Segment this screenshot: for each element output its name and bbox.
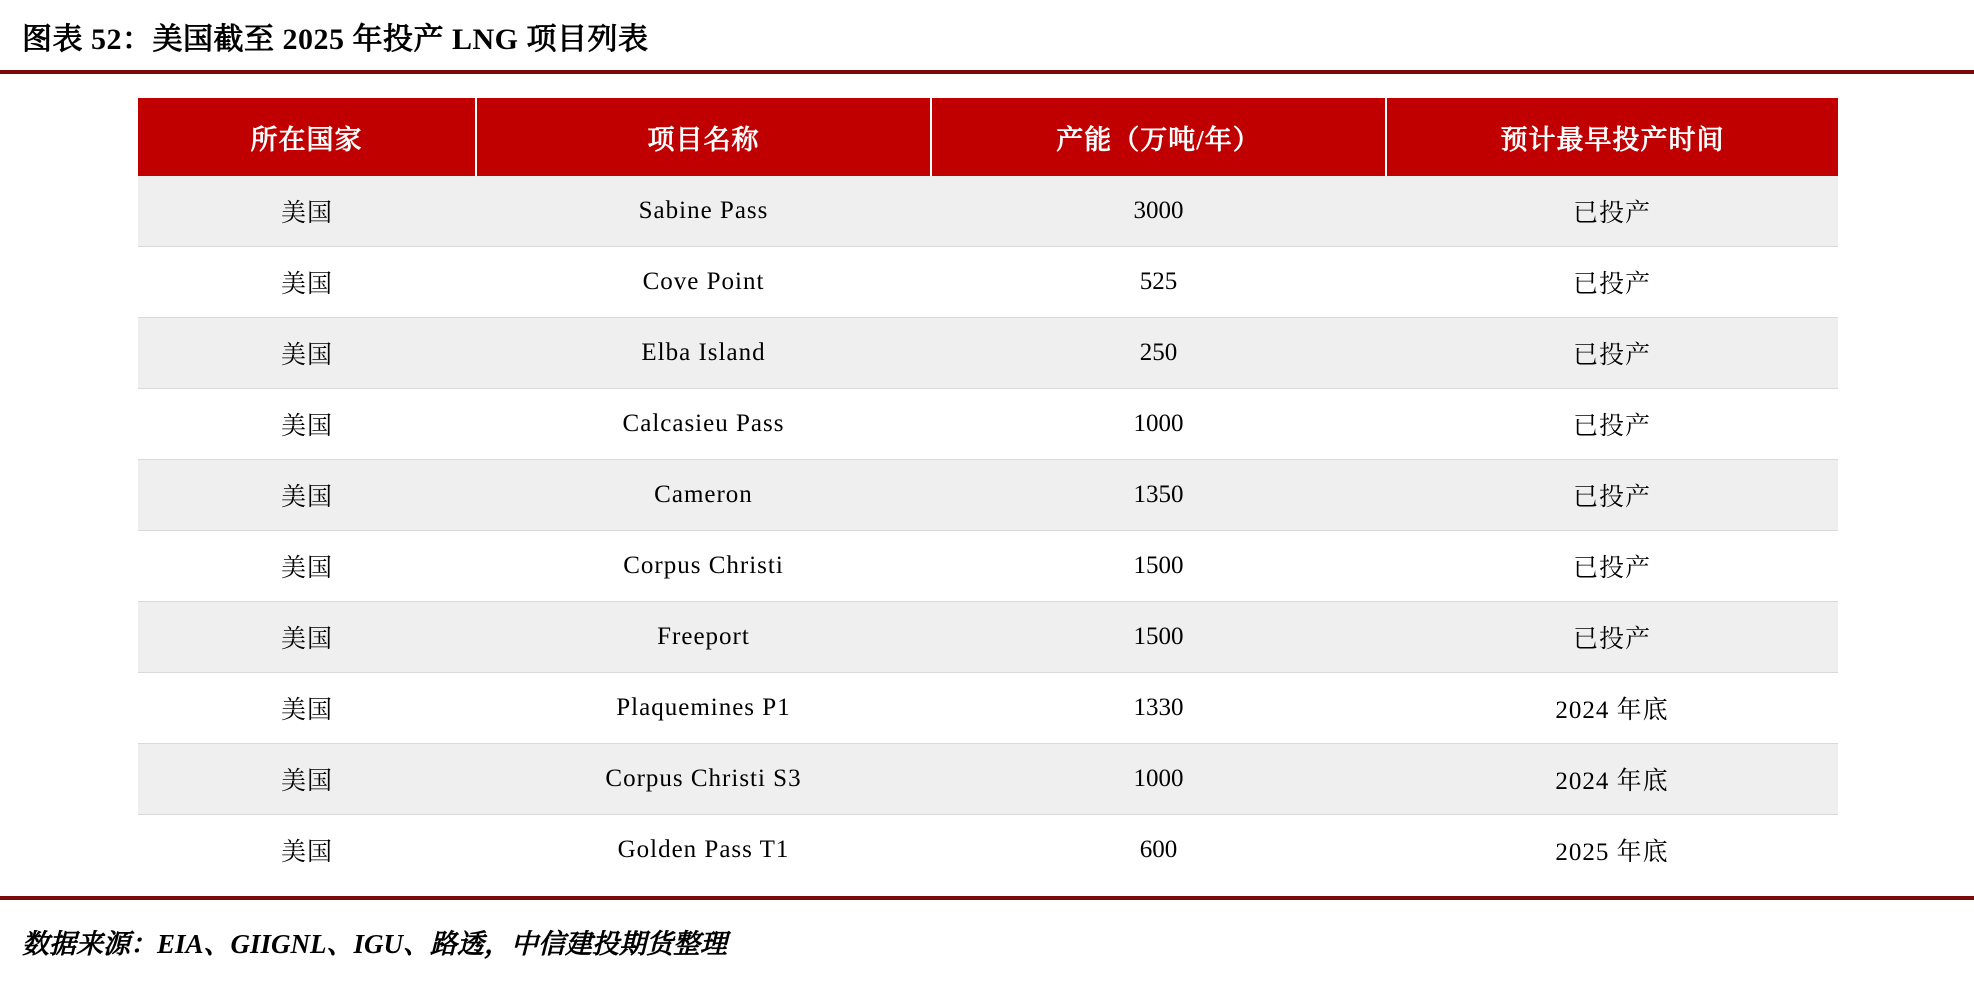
cell-project: Corpus Christi S3 — [476, 744, 931, 815]
cell-project: Freeport — [476, 602, 931, 673]
cell-project: Elba Island — [476, 318, 931, 389]
cell-online-date: 已投产 — [1386, 460, 1838, 531]
column-header-online-date: 预计最早投产时间 — [1386, 98, 1838, 176]
cell-capacity: 1500 — [931, 602, 1386, 673]
cell-country: 美国 — [138, 815, 476, 886]
cell-country: 美国 — [138, 602, 476, 673]
table-row — [138, 531, 1838, 602]
cell-online-date: 已投产 — [1386, 531, 1838, 602]
column-header-project: 项目名称 — [476, 98, 931, 176]
cell-project: Sabine Pass — [476, 176, 931, 247]
cell-capacity: 1000 — [931, 389, 1386, 460]
table-row — [138, 815, 1838, 886]
cell-capacity: 3000 — [931, 176, 1386, 247]
page-title: 图表 52：美国截至 2025 年投产 LNG 项目列表 — [22, 23, 649, 56]
cell-capacity: 525 — [931, 247, 1386, 318]
table-body — [138, 176, 1838, 885]
cell-project: Corpus Christi — [476, 531, 931, 602]
cell-online-date: 已投产 — [1386, 318, 1838, 389]
cell-country: 美国 — [138, 389, 476, 460]
cell-country: 美国 — [138, 673, 476, 744]
cell-capacity: 1350 — [931, 460, 1386, 531]
cell-country: 美国 — [138, 247, 476, 318]
table-row — [138, 389, 1838, 460]
cell-country: 美国 — [138, 176, 476, 247]
cell-project: Cove Point — [476, 247, 931, 318]
table-row — [138, 602, 1838, 673]
column-header-capacity: 产能（万吨/年） — [931, 98, 1386, 176]
cell-project: Calcasieu Pass — [476, 389, 931, 460]
table-row — [138, 673, 1838, 744]
cell-capacity: 1330 — [931, 673, 1386, 744]
cell-country: 美国 — [138, 318, 476, 389]
table-header — [138, 98, 1838, 176]
cell-project: Cameron — [476, 460, 931, 531]
cell-online-date: 已投产 — [1386, 176, 1838, 247]
cell-capacity: 600 — [931, 815, 1386, 886]
table-row — [138, 460, 1838, 531]
table-header-row — [138, 98, 1838, 176]
table-row — [138, 176, 1838, 247]
cell-country: 美国 — [138, 531, 476, 602]
cell-capacity: 1000 — [931, 744, 1386, 815]
column-header-country: 所在国家 — [138, 98, 476, 176]
cell-project: Plaquemines P1 — [476, 673, 931, 744]
cell-capacity: 250 — [931, 318, 1386, 389]
table-row — [138, 318, 1838, 389]
cell-project: Golden Pass T1 — [476, 815, 931, 886]
source-note: 数据来源：EIA、GIIGNL、IGU、路透，中信建投期货整理 — [22, 929, 728, 959]
cell-capacity: 1500 — [931, 531, 1386, 602]
cell-country: 美国 — [138, 460, 476, 531]
cell-country: 美国 — [138, 744, 476, 815]
title-block — [0, 0, 1974, 70]
cell-online-date: 2025 年底 — [1386, 815, 1838, 886]
cell-online-date: 2024 年底 — [1386, 744, 1838, 815]
table-row — [138, 247, 1838, 318]
cell-online-date: 已投产 — [1386, 247, 1838, 318]
cell-online-date: 已投产 — [1386, 389, 1838, 460]
table-row — [138, 744, 1838, 815]
cell-online-date: 已投产 — [1386, 602, 1838, 673]
footer — [0, 896, 1974, 997]
table-container — [0, 74, 1974, 885]
cell-online-date: 2024 年底 — [1386, 673, 1838, 744]
lng-projects-table — [138, 98, 1838, 885]
